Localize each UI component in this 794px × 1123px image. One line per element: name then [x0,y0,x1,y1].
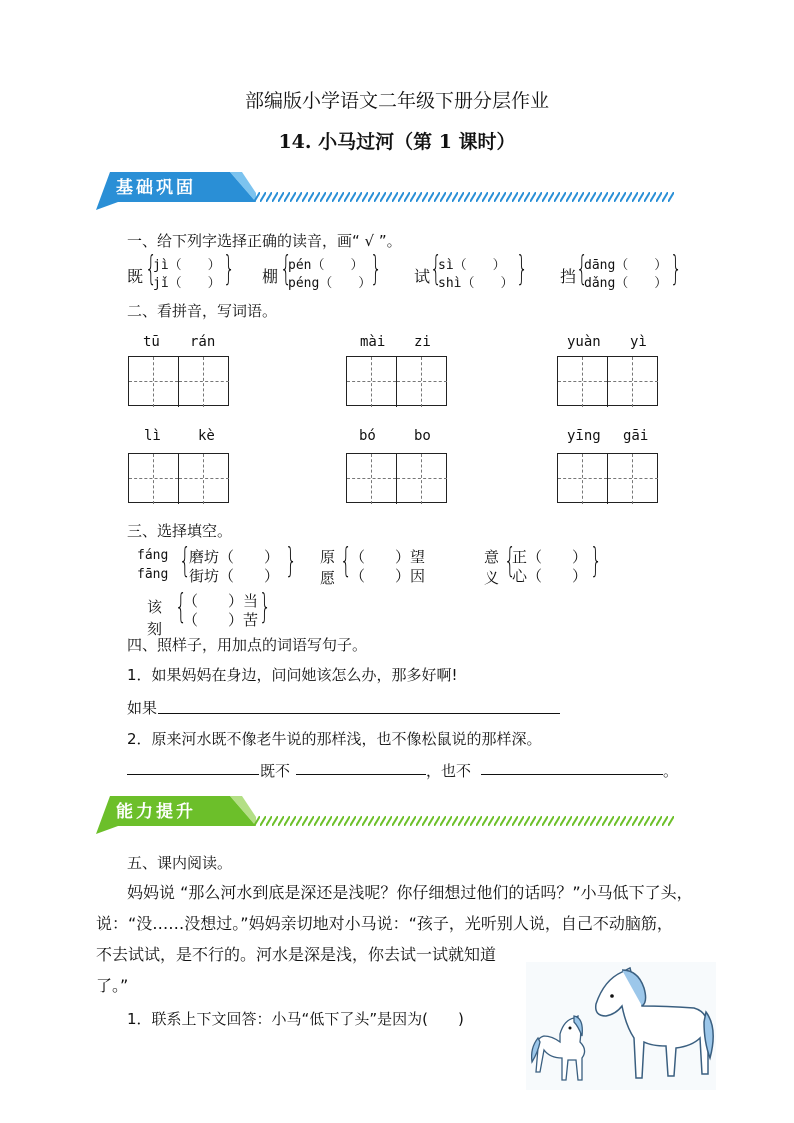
left-brace: { [576,249,588,289]
writing-grid[interactable] [346,453,447,503]
right-brace: } [285,541,297,581]
pinyin: tū [143,334,160,350]
pinyin: kè [198,428,215,444]
q4-sentence-2: 2．原来河水既不像老牛说的那样浅，也不像松鼠说的那样深。 [127,730,542,748]
right-brace: } [259,587,271,627]
q1-option[interactable]: pén（ ） [288,258,364,273]
lesson-title: 14. 小马过河（第 1 课时） [278,131,516,153]
q4-answer-mid2: ，也不 [426,762,472,780]
answer-line[interactable] [127,774,259,775]
left-brace: { [179,541,191,581]
q4-answer-start: 如果 [127,699,158,717]
left-brace: { [280,249,292,289]
right-brace: } [670,249,682,289]
char: 该 [147,598,163,616]
pinyin: zi [414,334,431,350]
q1-char: 既 [127,267,144,286]
writing-grid[interactable] [346,356,447,406]
right-brace: } [590,541,602,581]
right-brace: } [223,249,235,289]
q1-option[interactable]: dāng（ ） [584,258,668,273]
pinyin: lì [144,428,161,444]
q1-option[interactable]: shì（ ） [438,276,514,291]
fill-option[interactable]: （ ）因 [350,567,426,585]
writing-grid[interactable] [557,356,658,406]
fill-option[interactable]: 正（ ） [512,548,588,566]
pinyin: bo [414,428,431,444]
char: 原 [320,548,336,566]
left-brace: { [145,249,157,289]
left-brace: { [430,249,442,289]
fill-option[interactable]: （ ）当 [183,592,259,610]
fill-option[interactable]: （ ）望 [350,548,426,566]
writing-grid[interactable] [557,453,658,503]
banner-label: 能力提升 [116,802,196,822]
right-brace: } [370,249,382,289]
q1-char: 挡 [560,267,577,286]
section-banner-basic [96,172,676,206]
q5-prompt: 五、课内阅读。 [127,854,233,872]
banner-label: 基础巩固 [116,178,196,198]
horse-illustration [526,962,716,1090]
char: 刻 [147,620,163,638]
fill-option[interactable]: 心（ ） [512,567,588,585]
reading-line: 不去试试，是不行的。河水是深是浅，你去试一试就知道 [96,945,497,964]
left-brace: { [340,541,352,581]
pinyin: gāi [623,428,649,444]
pinyin: bó [359,428,376,444]
pinyin: rán [190,334,216,350]
reading-line: 妈妈说 “那么河水到底是深还是浅呢？你仔细想过他们的话吗？”小马低下了头， [127,883,693,902]
q1-option[interactable]: péng（ ） [288,276,372,291]
fill-option[interactable]: （ ）苦 [183,611,259,629]
fill-option[interactable]: 街坊（ ） [189,567,280,585]
q1-option[interactable]: jǐ（ ） [153,276,221,291]
q5-sub-question: 1．联系上下文回答：小马“低下了头”是因为( ) [127,1010,464,1028]
writing-grid[interactable] [128,356,229,406]
q4-sentence-1: 1．如果妈妈在身边，问问她该怎么办，那多好啊! [127,666,458,684]
writing-grid[interactable] [128,453,229,503]
pinyin: mài [360,334,386,350]
char: 愿 [320,569,336,587]
answer-line[interactable] [158,713,560,714]
pinyin: yuàn [567,334,601,350]
q4-prompt: 四、照样子，用加点的词语写句子。 [127,636,368,654]
pinyin: fáng [137,548,169,563]
q1-option[interactable]: jì（ ） [153,258,221,273]
q1-char: 棚 [262,267,279,286]
answer-line[interactable] [481,774,663,775]
q4-answer-mid1: 既不 [260,762,291,780]
q4-answer-end: 。 [663,762,679,780]
left-brace: { [504,541,516,581]
q3-prompt: 三、选择填空。 [127,522,233,540]
left-brace: { [175,587,187,627]
q1-char: 试 [414,267,431,286]
pinyin: yì [630,334,647,350]
pinyin: yīng [567,428,601,444]
q1-prompt: 一、给下列字选择正确的读音，画“ √ ”。 [127,232,402,250]
reading-line: 说：“没……没想过。”妈妈亲切地对小马说：“孩子，光听别人说，自己不动脑筋， [96,914,673,933]
q2-prompt: 二、看拼音，写词语。 [127,302,278,320]
right-brace: } [516,249,528,289]
q1-option[interactable]: sì（ ） [438,258,506,273]
banner-stripe [254,192,674,202]
q1-option[interactable]: dǎng（ ） [584,276,668,291]
pinyin: fāng [137,567,169,582]
banner-stripe [254,816,674,826]
answer-line[interactable] [296,774,426,775]
char: 意 [484,548,500,566]
reading-line: 了。” [96,976,129,995]
section-banner-ability [96,796,676,830]
page-title: 部编版小学语文二年级下册分层作业 [244,90,549,112]
char: 义 [484,569,500,587]
fill-option[interactable]: 磨坊（ ） [189,548,280,566]
